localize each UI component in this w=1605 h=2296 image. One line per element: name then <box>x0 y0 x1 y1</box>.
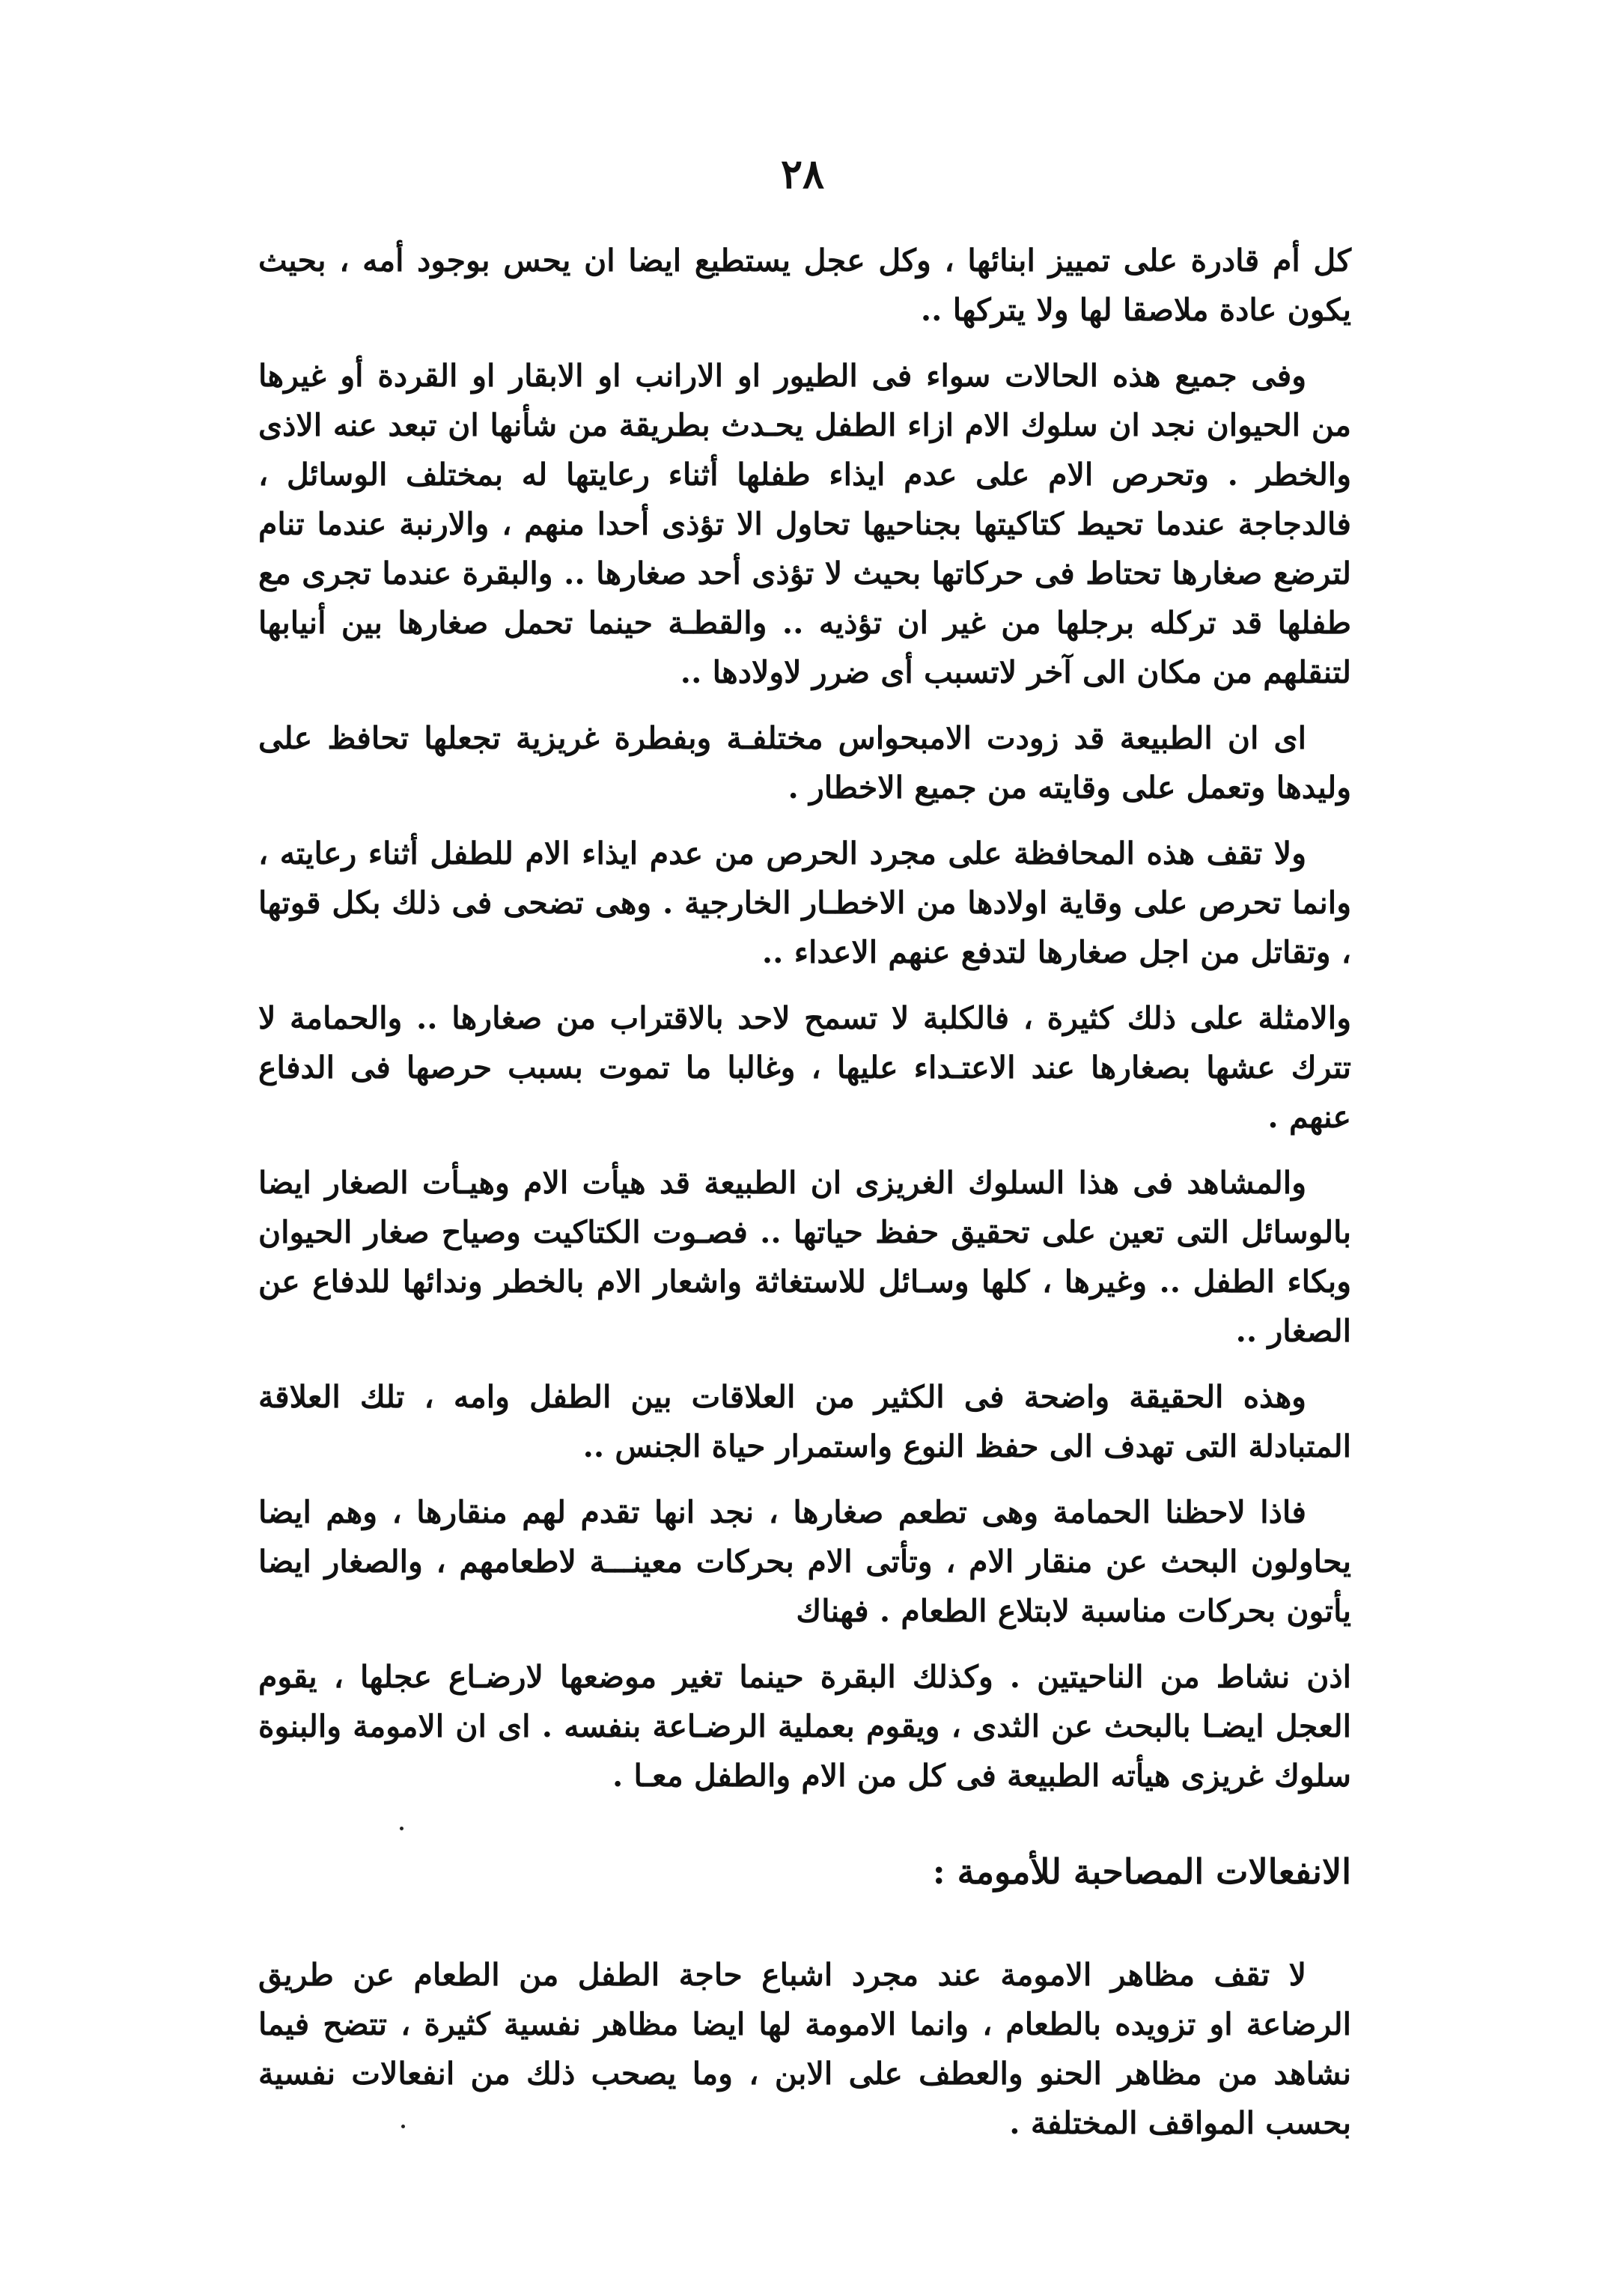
paragraph-2: وفى جميع هذه الحالات سواء فى الطيور او الارانب او الابقار او القردة أو غيرها من الحيوان نجد ان سلوك الام ازاء الطفل يحـدث بطريقة من شأنها ان تبعد عنه الاذى والخطر . وتحرص الام على عدم ايذاء طفلها أثناء رعايتها له بمختلف الوسائل ، فالدجاجة عندما تحيط كتاكيتها بجناحيها تحاول الا تؤذى أحدا منهم ، والارنبة عندما تنام لترضع صغارها تحتاط فى حركاتها بحيث لا تؤذى أحد صغارها .. والبقرة عندما تجرى مع طفلها قد تركله برجلها من غير ان تؤذيه .. والقطـة حينما تحمل صغارها بين أنيابها لتنقلهم من مكان الى آخر لاتسبب أى ضرر لاولادها .. <box>258 358 1351 690</box>
paragraph-8: فاذا لاحظنا الحمامة وهى تطعم صغارها ، نجد انها تقدم لهم منقارها ، وهم ايضا يحاولون البحث عن منقار الام ، وتأتى الام بحركات معينـــة لاطعامهم ، والصغار ايضا يأتون بحركات مناسبة لابتلاع الطعام . فهناك <box>258 1494 1351 1629</box>
print-speck <box>401 2125 405 2128</box>
paragraph-6: والمشاهد فى هذا السلوك الغريزى ان الطبيعة قد هيأت الام وهيـأت الصغار ايضا بالوسائل التى تعين على تحقيق حفظ حياتها .. فصـوت الكتاكيت وصياح صغار الحيوان وبكاء الطفل .. وغيرها ، كلها وسـائل للاستغاثة واشعار الام بالخطر وندائها للدفاع عن الصغار .. <box>258 1165 1351 1349</box>
paragraph-5: والامثلة على ذلك كثيرة ، فالكلبة لا تسمح لاحد بالاقتراب من صغارها .. والحمامة لا تترك عشها بصغارها عند الاعتـداء عليها ، وغالبا ما تموت بسبب حرصها فى الدفاع عنهم . <box>258 1000 1351 1135</box>
paragraph-1: كل أم قادرة على تمييز ابنائها ، وكل عجل يستطيع ايضا ان يحس بوجود أمه ، بحيث يكون عادة ملاصقا لها ولا يتركها .. <box>258 243 1351 328</box>
final-paragraph: لا تقف مظاهر الامومة عند مجرد اشباع حاجة الطفل من الطعام عن طريق الرضاعة او تزويده بالطعام ، وانما الامومة لها ايضا مظاهر نفسية كثيرة ، تتضح فيما نشاهد من مظاهر الحنو والعطف على الابن ، وما يصحب ذلك من انفعالات نفسية بحسب المواقف المختلفة . <box>258 1957 1351 2141</box>
page-number: ٢٨ <box>780 150 824 198</box>
paragraph-4: ولا تقف هذه المحافظة على مجرد الحرص من عدم ايذاء الام للطفل أثناء رعايته ، وانما تحرص على وقاية اولادها من الاخطـار الخارجية . وهى تضحى فى ذلك بكل قوتها ، وتقاتل من اجل صغارها لتدفع عنهم الاعداء .. <box>258 835 1351 970</box>
paragraph-3: اى ان الطبيعة قد زودت الامبحواس مختلفـة وبفطرة غريزية تجعلها تحافظ على وليدها وتعمل على وقايته من جميع الاخطار . <box>258 720 1351 806</box>
paragraph-7: وهذه الحقيقة واضحة فى الكثير من العلاقات بين الطفل وامه ، تلك العلاقة المتبادلة التى تهدف الى حفظ النوع واستمرار حياة الجنس .. <box>258 1379 1351 1464</box>
section-heading: الانفعالات المصاحبة للأمومة : <box>932 1851 1351 1892</box>
paragraph-9: اذن نشاط من الناحيتين . وكذلك البقرة حينما تغير موضعها لارضـاع عجلها ، يقوم العجل ايضـا بالبحث عن الثدى ، ويقوم بعملية الرضـاعة بنفسه . اى ان الامومة والبنوة سلوك غريزى هيأته الطبيعة فى كل من الام والطفل معـا . <box>258 1659 1351 1794</box>
page-body <box>258 236 1351 2164</box>
print-speck <box>400 1827 403 1830</box>
